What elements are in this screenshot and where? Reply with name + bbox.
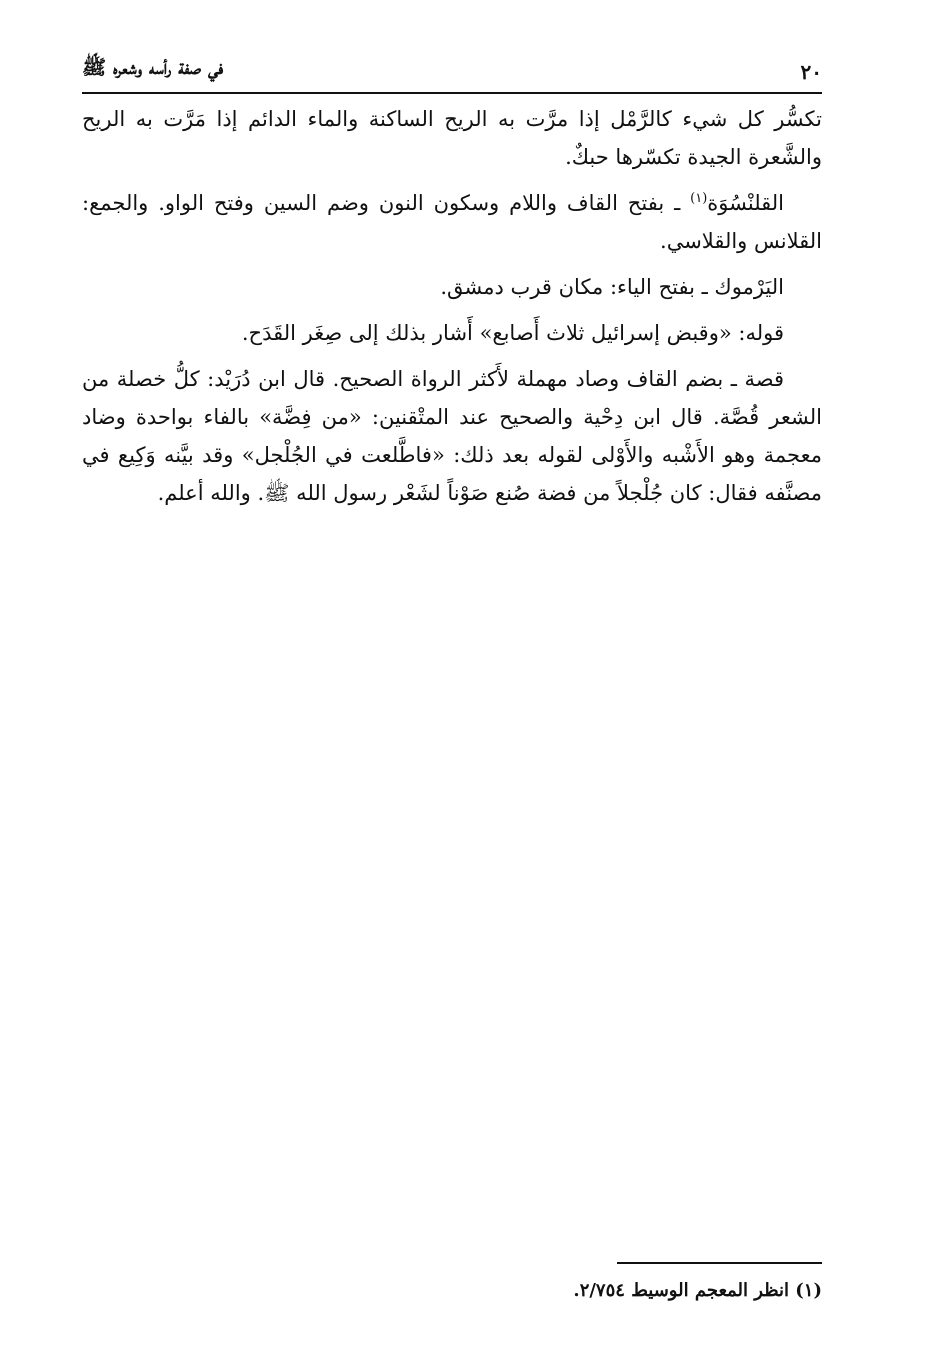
running-title: في صفة رأسه وشعره ﷺ xyxy=(82,55,224,79)
footnote: (١) انظر المعجم الوسيط ٢/٧٥٤. xyxy=(573,1280,822,1301)
paragraph-5: قصة ـ بضم القاف وصاد مهملة لأَكثر الرواة الصحيح. قال ابن دُرَيْد: كلُّ خصلة من الشعر قُصَّة. قال ابن دِحْية والصحيح عند المتْقنين: «من فِضَّة» بالفاء بواحدة وضاد معجمة وهو الأَشْبه والأَوْلى لقوله بعد ذلك: «فاطَّلعت في الجُلْجل» وقد بيَّنه وَكِيع في مصنَّفه فقال: كان جُلْجلاً من فضة صُنع صَوْناً لشَعْر رسول الله ﷺ. والله أعلم. xyxy=(82,367,822,505)
paragraph-2 xyxy=(82,184,822,260)
paragraph-3: اليَرْموك ـ بفتح الياء: مكان قرب دمشق. xyxy=(440,275,784,299)
footnote-divider xyxy=(617,1262,822,1264)
header-divider xyxy=(82,92,822,94)
main-text xyxy=(82,100,822,520)
paragraph-4: قوله: «وقبض إسرائيل ثلاث أَصابع» أَشار بذلك إلى صِغَر القَدَح. xyxy=(241,321,784,345)
page-number: ٢٠ xyxy=(800,60,822,84)
paragraph-2-text: ـ بفتح القاف واللام وسكون النون وضم السين وفتح الواو. والجمع: القلانس والقلاسي. xyxy=(82,191,822,253)
term-qalansuwa: القلنْسُوَة xyxy=(707,191,784,215)
paragraph-1: تكسُّر كل شيء كالرَّمْل إذا مرَّت به الريح الساكنة والماء الدائم إذا مَرَّت به الريح والشَّعرة الجيدة تكسّرها حبكٌ. xyxy=(82,107,822,169)
footnote-reference[interactable]: (١) xyxy=(690,191,708,206)
document-page xyxy=(82,0,822,1359)
page-header xyxy=(82,48,822,84)
